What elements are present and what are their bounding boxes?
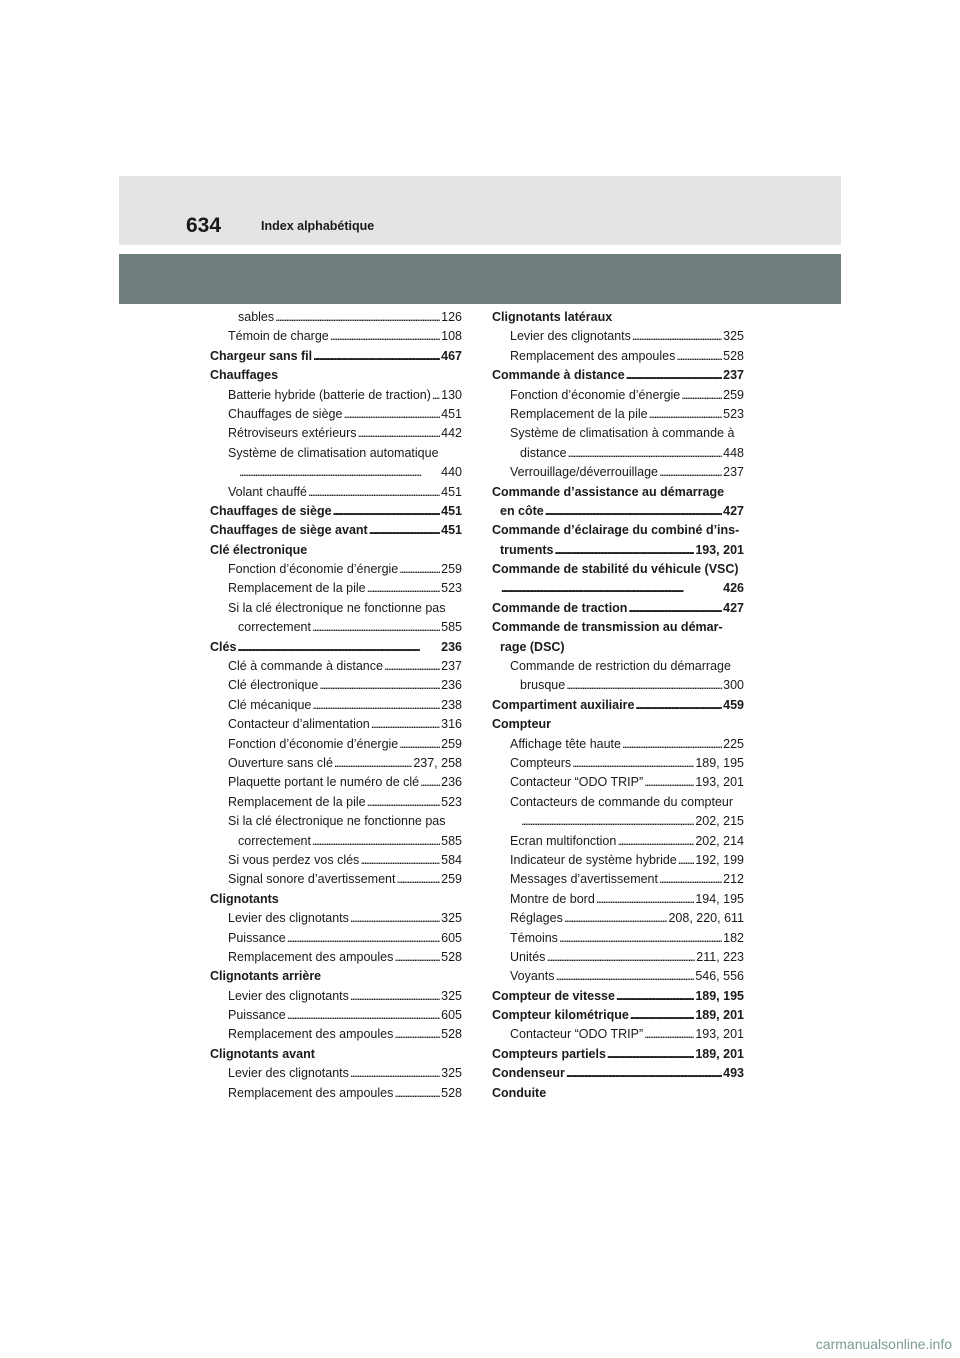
index-entry-text: Compartiment auxiliaire xyxy=(492,697,635,712)
index-entry-text: Ouverture sans clé xyxy=(228,755,333,770)
leader-dots xyxy=(617,832,694,851)
index-entry xyxy=(492,502,744,521)
index-entry-text: Condenseur xyxy=(492,1066,565,1081)
index-entry-page[interactable]: 126 xyxy=(441,310,462,324)
leader-dots xyxy=(432,386,440,405)
index-entry xyxy=(492,1084,744,1103)
index-entry xyxy=(210,1006,462,1025)
leader-dots xyxy=(635,696,722,715)
index-entry-text: Clé électronique xyxy=(228,678,319,693)
index-entry-page[interactable]: 108 xyxy=(441,329,462,344)
index-entry xyxy=(210,386,462,405)
index-entry-text: Commande de transmission au démar- xyxy=(492,620,723,635)
index-entry-text: Commande de traction xyxy=(492,600,628,615)
index-entry-page[interactable]: 451 xyxy=(441,484,462,499)
index-entry-text: Chargeur sans fil xyxy=(210,348,313,363)
index-entry-text: Chauffages de siège xyxy=(228,406,343,421)
leader-dots xyxy=(308,483,440,502)
index-entry-text: Contacteur “ODO TRIP” xyxy=(510,775,644,790)
leader-dots xyxy=(239,463,440,482)
index-entry xyxy=(210,463,462,482)
index-entry-page[interactable]: 259 xyxy=(723,387,744,402)
index-entry-text: Commande de stabilité du véhicule (VSC) xyxy=(492,562,739,577)
leader-dots xyxy=(399,560,440,579)
leader-dots xyxy=(644,773,694,792)
index-entry-page[interactable]: 448 xyxy=(723,445,744,460)
index-entry xyxy=(492,812,744,831)
index-entry-text: Clé à commande à distance xyxy=(228,659,383,674)
index-entry-page[interactable]: 237 xyxy=(723,465,744,480)
index-entry xyxy=(210,890,462,909)
index-entry xyxy=(210,715,462,734)
index-entry-page[interactable]: 236 xyxy=(441,775,462,790)
leader-dots xyxy=(607,1045,694,1064)
index-entry-page[interactable]: 189, 195 xyxy=(695,988,744,1003)
index-entry xyxy=(210,812,462,831)
leader-dots xyxy=(350,987,440,1006)
index-entry xyxy=(210,967,462,986)
index-entry-text: Remplacement de la pile xyxy=(228,581,366,596)
index-entry-text: Affichage tête haute xyxy=(510,736,621,751)
index-entry xyxy=(492,483,744,502)
leader-dots xyxy=(626,366,722,385)
index-entry xyxy=(492,832,744,851)
index-entry-page[interactable]: 237, 258 xyxy=(413,755,462,770)
index-entry-text: Fonction d’économie d’énergie xyxy=(228,736,399,751)
index-entry-page[interactable]: 585 xyxy=(441,620,462,635)
index-entry xyxy=(210,832,462,851)
index-entry xyxy=(492,735,744,754)
index-entry-page[interactable]: 225 xyxy=(723,736,744,751)
index-entry-page[interactable]: 236 xyxy=(441,678,462,693)
index-entry xyxy=(210,424,462,443)
leader-dots xyxy=(420,773,440,792)
index-entry xyxy=(492,579,744,598)
index-entry-text: Verrouillage/déverrouillage xyxy=(510,465,659,480)
index-entry xyxy=(210,929,462,948)
index-entry xyxy=(492,890,744,909)
index-entry-page[interactable]: 202, 215 xyxy=(695,814,744,829)
index-entry-text: correctement xyxy=(238,833,311,848)
index-entry-text: Rétroviseurs extérieurs xyxy=(228,426,357,441)
index-entry-page[interactable]: 605 xyxy=(441,930,462,945)
index-entry-text: Levier des clignotants xyxy=(510,329,631,344)
leader-dots xyxy=(630,1006,695,1025)
index-entry xyxy=(492,463,744,482)
leader-dots xyxy=(394,1084,440,1103)
watermark: carmanualsonline.info xyxy=(815,1336,952,1352)
index-entry-text: Commande d’éclairage du combiné d’ins- xyxy=(492,523,740,538)
index-entry xyxy=(492,327,744,346)
leader-dots xyxy=(644,1025,694,1044)
index-entry-text: Si la clé électronique ne fonctionne pas xyxy=(228,600,446,615)
index-entry xyxy=(210,657,462,676)
leader-dots xyxy=(659,463,722,482)
leader-dots xyxy=(367,579,441,598)
header-band xyxy=(119,176,841,245)
index-entry xyxy=(492,366,744,385)
index-entry-text: Clé électronique xyxy=(210,542,308,557)
index-entry-text: Clignotants avant xyxy=(210,1046,315,1061)
index-entry xyxy=(492,347,744,366)
index-entry-text: truments xyxy=(500,542,554,557)
index-entry xyxy=(492,1025,744,1044)
index-entry xyxy=(210,541,462,560)
leader-dots xyxy=(367,793,441,812)
leader-dots xyxy=(313,347,440,366)
index-entry-page[interactable]: 523 xyxy=(723,406,744,421)
index-entry xyxy=(492,793,744,812)
index-entry-page[interactable]: 451 xyxy=(441,406,462,421)
index-entry-text: Clignotants latéraux xyxy=(492,310,613,324)
leader-dots xyxy=(501,579,722,598)
index-entry-page[interactable]: 193, 201 xyxy=(695,775,744,790)
index-entry-page[interactable]: 528 xyxy=(441,949,462,964)
index-entry-text: Contacteur d’alimentation xyxy=(228,717,370,732)
index-entry xyxy=(492,870,744,889)
index-entry xyxy=(210,870,462,889)
leader-dots xyxy=(396,870,440,889)
index-entry-text: Voyants xyxy=(510,969,555,984)
leader-dots xyxy=(312,832,440,851)
index-entry-text: Clé mécanique xyxy=(228,697,312,712)
index-entry-page[interactable]: 237 xyxy=(441,659,462,674)
index-entry-page[interactable]: 493 xyxy=(723,1066,744,1081)
index-entry-text: Batterie hybride (batterie de traction) xyxy=(228,387,431,402)
leader-dots xyxy=(312,696,440,715)
leader-dots xyxy=(546,948,695,967)
index-entry-page[interactable]: 238 xyxy=(441,697,462,712)
index-entry xyxy=(210,1045,462,1064)
index-entry xyxy=(492,987,744,1006)
index-entry-text: Remplacement des ampoules xyxy=(510,348,676,363)
index-entry-page[interactable]: 189, 195 xyxy=(695,755,744,770)
index-entry-text: Réglages xyxy=(510,911,563,926)
leader-dots xyxy=(681,386,722,405)
index-entry-text: Clés xyxy=(210,639,237,654)
index-entry xyxy=(492,948,744,967)
index-entry-text: Clignotants arrière xyxy=(210,969,322,984)
leader-dots xyxy=(371,715,440,734)
index-entry xyxy=(492,754,744,773)
index-entry xyxy=(210,560,462,579)
index-entry-page[interactable]: 528 xyxy=(723,348,744,363)
leader-dots xyxy=(521,812,694,831)
index-entry xyxy=(210,754,462,773)
index-entry-text: Volant chauffé xyxy=(228,484,308,499)
index-entry xyxy=(210,1064,462,1083)
index-entry-text: Compteur de vitesse xyxy=(492,988,615,1003)
leader-dots xyxy=(384,657,440,676)
index-entry-text: Commande à distance xyxy=(492,368,625,383)
page-number: 634 xyxy=(186,214,222,237)
index-entry-text: Remplacement des ampoules xyxy=(228,1027,394,1042)
index-entry-text: Fonction d’économie d’énergie xyxy=(228,562,399,577)
leader-dots xyxy=(628,599,722,618)
index-entry xyxy=(492,1006,744,1025)
index-entry-text: Témoin de charge xyxy=(228,329,329,344)
index-entry-text: Système de climatisation automatique xyxy=(228,445,439,460)
index-entry-page[interactable]: 189, 201 xyxy=(695,1046,744,1061)
section-title: Index alphabétique xyxy=(261,219,375,233)
index-entry-page[interactable]: 300 xyxy=(723,678,744,693)
index-entry-page[interactable]: 427 xyxy=(723,600,744,615)
index-entry-page[interactable]: 130 xyxy=(441,387,462,402)
index-entry xyxy=(210,735,462,754)
index-entry-page[interactable]: 182 xyxy=(723,930,744,945)
index-entry-page[interactable]: 194, 195 xyxy=(695,891,744,906)
index-entry xyxy=(210,308,462,327)
leader-dots xyxy=(559,929,722,948)
leader-dots xyxy=(564,909,668,928)
leader-dots xyxy=(399,735,440,754)
leader-dots xyxy=(287,1006,440,1025)
index-entry-text: Contacteur “ODO TRIP” xyxy=(510,1027,644,1042)
index-entry xyxy=(492,909,744,928)
index-entry-text: Témoins xyxy=(510,930,558,945)
index-entry-page[interactable]: 546, 556 xyxy=(695,969,744,984)
index-entry xyxy=(210,366,462,385)
index-entry xyxy=(210,676,462,695)
index-entry xyxy=(210,521,462,540)
index-entry-page[interactable]: 325 xyxy=(441,988,462,1003)
index-entry-text: correctement xyxy=(238,620,311,635)
index-entry-text: Compteurs xyxy=(510,755,572,770)
index-entry-text: Montre de bord xyxy=(510,891,595,906)
index-entry-text: sables xyxy=(238,310,275,324)
leader-dots xyxy=(616,987,694,1006)
index-entry-text: brusque xyxy=(520,678,566,693)
index-entry-page[interactable]: 442 xyxy=(441,426,462,441)
index-entry xyxy=(210,987,462,1006)
index-entry xyxy=(210,502,462,521)
index-entry xyxy=(492,1064,744,1083)
index-entry xyxy=(492,715,744,734)
index-entry xyxy=(210,599,462,618)
leader-dots xyxy=(312,618,440,637)
index-entry-text: Puissance xyxy=(228,930,286,945)
leader-dots xyxy=(572,754,694,773)
index-entry-page[interactable]: 211, 223 xyxy=(696,949,744,964)
leader-dots xyxy=(275,308,440,327)
leader-dots xyxy=(554,541,694,560)
leader-dots xyxy=(566,1064,722,1083)
index-entry xyxy=(492,929,744,948)
index-entry-text: Levier des clignotants xyxy=(228,988,349,1003)
index-entry-page[interactable]: 427 xyxy=(723,503,744,518)
index-entry xyxy=(492,773,744,792)
index-entry xyxy=(492,657,744,676)
index-entry-page[interactable]: 451 xyxy=(441,523,462,538)
index-entry-text: Signal sonore d’avertissement xyxy=(228,872,396,887)
leader-dots xyxy=(369,521,440,540)
index-entry xyxy=(492,696,744,715)
index-entry-page[interactable]: 192, 199 xyxy=(695,852,744,867)
index-entry-page[interactable]: 467 xyxy=(441,348,462,363)
leader-dots xyxy=(350,909,440,928)
leader-dots xyxy=(358,424,441,443)
index-entry xyxy=(492,676,744,695)
index-entry-page[interactable]: 584 xyxy=(441,852,462,867)
index-entry xyxy=(492,444,744,463)
index-entry xyxy=(210,618,462,637)
leader-dots xyxy=(568,444,723,463)
header-dark-band xyxy=(119,254,841,304)
leader-dots xyxy=(330,327,440,346)
index-entry-text: Compteurs partiels xyxy=(492,1046,606,1061)
leader-dots xyxy=(319,676,440,695)
index-entry xyxy=(492,638,744,657)
index-entry-text: Système de climatisation à commande à xyxy=(510,426,735,441)
leader-dots xyxy=(287,929,440,948)
index-entry-page[interactable]: 325 xyxy=(441,911,462,926)
index-entry-page[interactable]: 208, 220, 611 xyxy=(668,911,744,926)
index-entry-page[interactable]: 325 xyxy=(723,329,744,344)
leader-dots xyxy=(676,347,722,366)
index-entry-text: Clignotants xyxy=(210,891,279,906)
index-entry-page[interactable]: 451 xyxy=(441,503,462,518)
index-entry xyxy=(492,851,744,870)
index-entry-page[interactable]: 259 xyxy=(441,562,462,577)
index-entry-text: Unités xyxy=(510,949,546,964)
index-entry-text: Messages d’avertissement xyxy=(510,872,658,887)
index-entry-text: Ecran multifonction xyxy=(510,833,617,848)
index-entry xyxy=(492,967,744,986)
index-entry xyxy=(492,308,744,327)
index-entry-text: Conduite xyxy=(492,1085,547,1100)
leader-dots xyxy=(394,948,440,967)
index-entry xyxy=(210,483,462,502)
index-entry-text: Chauffages de siège xyxy=(210,503,332,518)
index-entry xyxy=(210,948,462,967)
index-entry xyxy=(210,444,462,463)
index-entry-page[interactable]: 212 xyxy=(723,872,744,887)
leader-dots xyxy=(622,735,722,754)
leader-dots xyxy=(343,405,440,424)
index-entry-page[interactable]: 237 xyxy=(723,368,744,383)
leader-dots xyxy=(596,890,695,909)
index-entry-page[interactable]: 202, 214 xyxy=(695,833,744,848)
index-entry-text: Remplacement de la pile xyxy=(510,406,648,421)
index-entry-text: Remplacement de la pile xyxy=(228,794,366,809)
leader-dots xyxy=(333,502,441,521)
index-entry-text: Fonction d’économie d’énergie xyxy=(510,387,681,402)
index-entry-text: rage (DSC) xyxy=(500,639,565,654)
index-entry xyxy=(210,696,462,715)
index-entry-page[interactable]: 528 xyxy=(441,1027,462,1042)
index-entry-page[interactable]: 259 xyxy=(441,736,462,751)
index-entry-page[interactable]: 585 xyxy=(441,833,462,848)
leader-dots xyxy=(237,638,440,657)
leader-dots xyxy=(566,676,722,695)
index-entry-text: Levier des clignotants xyxy=(228,1066,349,1081)
index-entry-page[interactable]: 189, 201 xyxy=(695,1008,744,1023)
index-entry xyxy=(210,327,462,346)
index-entry-page[interactable]: 440 xyxy=(441,465,462,480)
index-entry-page[interactable]: 193, 201 xyxy=(695,542,744,557)
leader-dots xyxy=(632,327,722,346)
index-entry xyxy=(210,405,462,424)
index-entry-text: Commande d’assistance au démarrage xyxy=(492,484,725,499)
index-entry xyxy=(210,773,462,792)
leader-dots xyxy=(360,851,440,870)
index-entry xyxy=(492,599,744,618)
index-entry-text: Indicateur de système hybride xyxy=(510,852,677,867)
index-entry xyxy=(492,521,744,540)
index-entry-text: Puissance xyxy=(228,1008,286,1023)
index-entry xyxy=(492,560,744,579)
leader-dots xyxy=(350,1064,440,1083)
leader-dots xyxy=(659,870,722,889)
index-entry xyxy=(210,579,462,598)
index-entry-page[interactable]: 523 xyxy=(441,794,462,809)
index-entry-text: Remplacement des ampoules xyxy=(228,1085,394,1100)
index-entry xyxy=(210,1025,462,1044)
leader-dots xyxy=(678,851,695,870)
index-entry-text: Chauffages xyxy=(210,368,279,383)
index-entry-text: Plaquette portant le numéro de clé xyxy=(228,775,420,790)
index-entry-text: Compteur xyxy=(492,717,552,732)
index-entry xyxy=(210,638,462,657)
index-entry-text: Chauffages de siège avant xyxy=(210,523,368,538)
index-entry xyxy=(210,909,462,928)
index-entry xyxy=(492,541,744,560)
index-entry-text: Compteur kilométrique xyxy=(492,1008,629,1023)
index-entry xyxy=(210,347,462,366)
index-entry xyxy=(492,405,744,424)
index-entry-page[interactable]: 236 xyxy=(441,639,462,654)
index-entry-text: Contacteurs de commande du compteur xyxy=(510,794,734,809)
index-entry-text: en côte xyxy=(500,503,544,518)
index-column-right xyxy=(492,308,744,1103)
index-entry-page[interactable]: 259 xyxy=(441,872,462,887)
leader-dots xyxy=(649,405,723,424)
index-entry xyxy=(492,386,744,405)
index-entry xyxy=(210,1084,462,1103)
index-entry-text: Commande de restriction du démarrage xyxy=(510,659,731,674)
leader-dots xyxy=(545,502,722,521)
index-entry xyxy=(492,1045,744,1064)
index-entry-page[interactable]: 523 xyxy=(441,581,462,596)
index-entry xyxy=(492,618,744,637)
index-entry-page[interactable]: 316 xyxy=(441,717,462,732)
index-entry xyxy=(492,424,744,443)
index-entry xyxy=(210,793,462,812)
leader-dots xyxy=(555,967,694,986)
index-entry-text: Si vous perdez vos clés xyxy=(228,852,360,867)
index-entry-text: Levier des clignotants xyxy=(228,911,349,926)
index-entry-text: Remplacement des ampoules xyxy=(228,949,394,964)
index-entry-text: Si la clé électronique ne fonctionne pas xyxy=(228,814,446,829)
index-entry-page[interactable]: 528 xyxy=(441,1085,462,1100)
index-entry-page[interactable]: 325 xyxy=(441,1066,462,1081)
index-entry-page[interactable]: 426 xyxy=(723,581,744,596)
leader-dots xyxy=(394,1025,440,1044)
index-entry xyxy=(210,851,462,870)
index-entry-text: distance xyxy=(520,445,567,460)
index-entry-page[interactable]: 605 xyxy=(441,1008,462,1023)
index-entry-page[interactable]: 459 xyxy=(723,697,744,712)
index-column-left xyxy=(210,308,462,1103)
index-entry-page[interactable]: 193, 201 xyxy=(695,1027,744,1042)
leader-dots xyxy=(334,754,412,773)
